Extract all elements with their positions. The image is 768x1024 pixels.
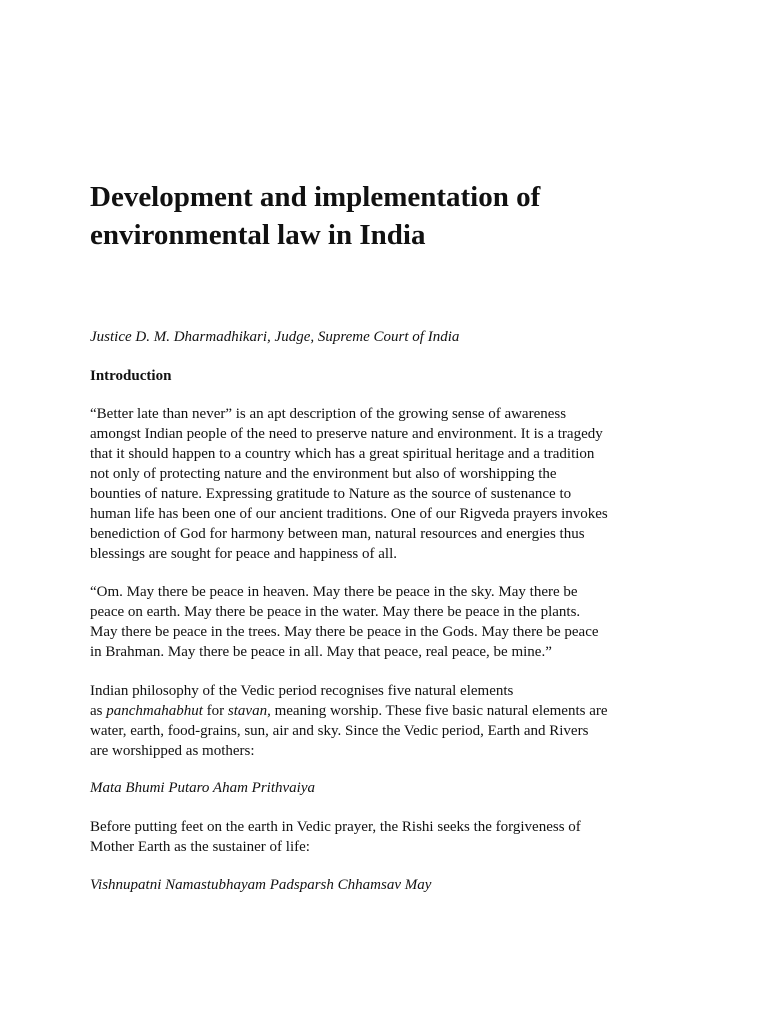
text-span: as	[90, 703, 107, 719]
paragraph-line: blessings are sought for peace and happiness of all.	[90, 546, 397, 562]
verse-vishnupatni: Vishnupatni Namastubhayam Padsparsh Chhamsav May	[90, 877, 432, 893]
paragraph-line: that it should happen to a country which has a great spiritual heritage and a tradition	[90, 446, 595, 462]
paragraph-line: bounties of nature. Expressing gratitude to Nature as the source of sustenance to	[90, 486, 572, 502]
title-line: Development and implementation of	[90, 181, 541, 213]
title-line: environmental law in India	[90, 219, 426, 251]
paragraph-line: benediction of God for harmony between man, natural resources and energies thus	[90, 526, 585, 542]
paragraph-rishi-prayer	[90, 817, 686, 857]
paragraph-line: water, earth, food-grains, sun, air and sky. Since the Vedic period, Earth and Rivers	[90, 723, 589, 739]
paragraph-line: amongst Indian people of the need to preserve nature and environment. It is a tragedy	[90, 426, 603, 442]
paragraph-line: not only of protecting nature and the environment but also of worshipping the	[90, 466, 557, 482]
section-heading-introduction: Introduction	[90, 368, 172, 384]
paragraph-line	[90, 701, 686, 721]
text-span: for	[202, 703, 228, 719]
document-title	[90, 178, 690, 254]
text-span: , meaning worship. These five basic natural elements are	[267, 703, 608, 719]
verse-mata-bhumi: Mata Bhumi Putaro Aham Prithvaiya	[90, 780, 315, 796]
paragraph-line: Indian philosophy of the Vedic period recognises five natural elements	[90, 683, 514, 699]
author-byline: Justice D. M. Dharmadhikari, Judge, Supreme Court of India	[90, 329, 460, 345]
paragraph-line: May there be peace in the trees. May there be peace in the Gods. May there be peace	[90, 624, 599, 640]
paragraph-line: human life has been one of our ancient traditions. One of our Rigveda prayers invokes	[90, 506, 608, 522]
paragraph-line: “Better late than never” is an apt description of the growing sense of awareness	[90, 406, 567, 422]
paragraph-line: Before putting feet on the earth in Vedic prayer, the Rishi seeks the forgiveness of	[90, 819, 581, 835]
paragraph-line: “Om. May there be peace in heaven. May there be peace in the sky. May there be	[90, 584, 578, 600]
paragraph-vedic-philosophy	[90, 681, 686, 761]
paragraph-line: Mother Earth as the sustainer of life:	[90, 839, 310, 855]
paragraph-line: in Brahman. May there be peace in all. May that peace, real peace, be mine.”	[90, 644, 552, 660]
paragraph-prayer-quote	[90, 582, 686, 662]
term-panchmahabhut: panchmahabhut	[106, 703, 203, 719]
term-stavan: stavan	[227, 703, 268, 719]
paragraph-intro	[90, 404, 686, 564]
paragraph-line: peace on earth. May there be peace in the water. May there be peace in the plants.	[90, 604, 581, 620]
paragraph-line: are worshipped as mothers:	[90, 743, 255, 759]
